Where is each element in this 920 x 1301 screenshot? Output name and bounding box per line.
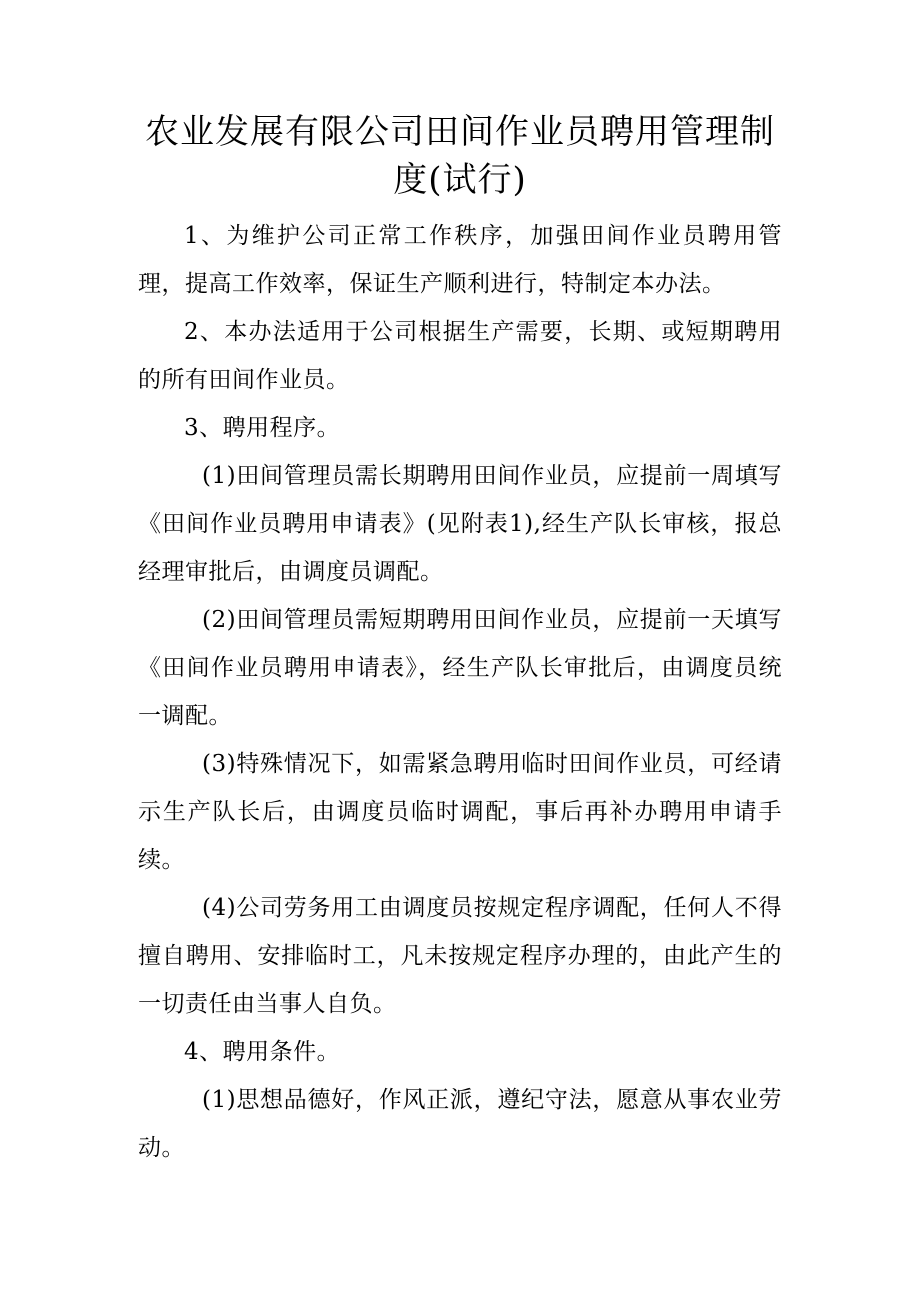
paragraph-procedure-emergency: (3)特殊情况下，如需紧急聘用临时田间作业员，可经请示生产队长后，由调度员临时调配，事后再补办聘用申请手续。	[138, 751, 782, 873]
paragraph-condition-character: (1)思想品德好，作风正派，遵纪守法，愿意从事农业劳动。	[138, 1087, 782, 1161]
paragraph-procedure-short-term: (2)田间管理员需短期聘用田间作业员，应提前一天填写《田间作业员聘用申请表》，经生产队长审批后，由调度员统一调配。	[138, 607, 782, 729]
document-title	[138, 108, 782, 204]
paragraph-purpose: 1、为维护公司正常工作秩序，加强田间作业员聘用管理，提高工作效率，保证生产顺利进行，特制定本办法。	[138, 223, 782, 297]
paragraph-procedure-labor-dispatch: (4)公司劳务用工由调度员按规定程序调配，任何人不得擅自聘用、安排临时工，凡未按规定程序办理的，由此产生的一切责任由当事人自负。	[138, 895, 782, 1017]
document-title-line-1: 农业发展有限公司田间作业员聘用管理制	[145, 112, 775, 152]
document-title-line-2: 度(试行)	[393, 160, 527, 200]
document-page	[138, 108, 782, 1172]
paragraph-hiring-procedure-heading: 3、聘用程序。	[184, 415, 341, 441]
paragraph-hiring-conditions-heading: 4、聘用条件。	[184, 1039, 341, 1065]
paragraph-scope: 2、本办法适用于公司根据生产需要，长期、或短期聘用的所有田间作业员。	[138, 319, 782, 393]
paragraph-procedure-long-term: (1)田间管理员需长期聘用田间作业员，应提前一周填写《田间作业员聘用申请表》(见附表1),经生产队长审核，报总经理审批后，由调度员调配。	[138, 463, 782, 585]
